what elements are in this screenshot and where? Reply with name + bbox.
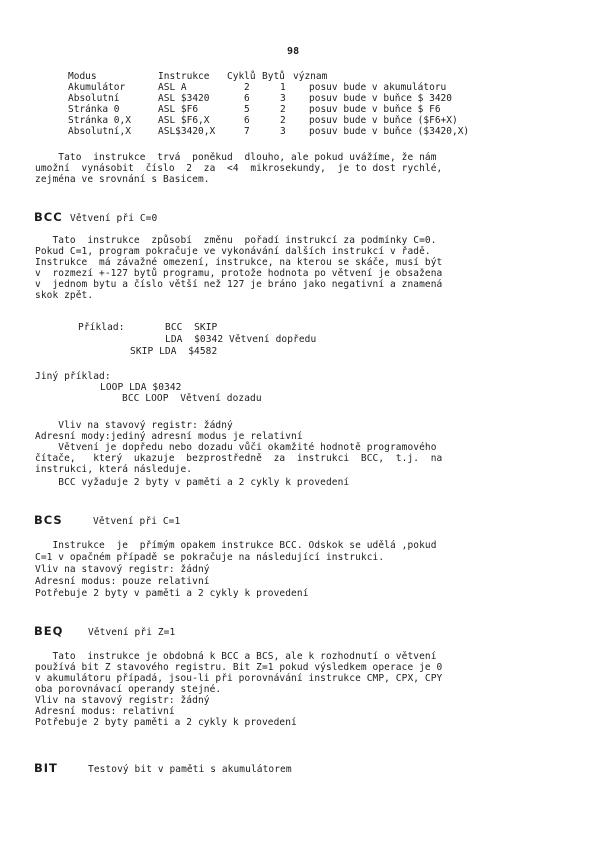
cell-cyklu: 6 xyxy=(244,93,250,104)
header-cyklu: Cyklů xyxy=(227,71,256,82)
bit-title: Testový bit v paměti s akumulátorem xyxy=(88,764,292,775)
text-line: instrukci, která následuje. xyxy=(35,464,193,475)
bit-mnemonic: BIT xyxy=(34,761,58,775)
cell-vyznam: posuv bude v akumulátoru xyxy=(309,82,447,93)
header-modus: Modus xyxy=(68,71,97,82)
text-line: Vliv na stavový registr: žádný xyxy=(35,420,233,431)
text-line: Instrukce má závažné omezení, instrukce, na kterou se skáče, musí být xyxy=(35,257,443,268)
text-line: Instrukce je přímým opakem instrukce BCC. Odskok se udělá ,pokud xyxy=(35,540,437,551)
text-line: Adresní modus: relativní xyxy=(35,706,175,717)
text-line: Větvení je dopředu nebo dozadu vůči okamžité hodnotě programového xyxy=(35,442,437,453)
cell-bytu: 2 xyxy=(280,104,286,115)
text-line: umožní vynásobit číslo 2 za <4 mikrosekundy, je to dost rychlé, xyxy=(35,163,443,174)
text-line: čítače, který ukazuje bezprostředně za instrukci BCC, t.j. na xyxy=(35,453,443,464)
example-label: Příklad: xyxy=(78,322,125,333)
cell-cyklu: 6 xyxy=(244,115,250,126)
cell-instrukce: ASL $F6 xyxy=(158,104,199,115)
beq-mnemonic: BEQ xyxy=(34,624,64,638)
text-line: Tato instrukce způsobí změnu pořadí instrukcí za podmínky C=0. xyxy=(35,235,437,246)
cell-instrukce: ASL $F6,X xyxy=(158,115,210,126)
text-line: Vliv na stavový registr: žádný xyxy=(35,695,210,706)
page-number: 98 xyxy=(287,46,300,57)
header-instrukce: Instrukce xyxy=(158,71,210,82)
header-vyznam: význam xyxy=(293,71,328,82)
text-line: Tato instrukce je obdobná k BCC a BCS, ale k rozhodnutí o větvení xyxy=(35,651,437,662)
code-line: LOOP LDA $0342 xyxy=(100,382,182,393)
text-line: v jednom bytu a číslo větší než 127 je bráno jako negativní a znamená xyxy=(35,279,443,290)
text-line: Vliv na stavový registr: žádný xyxy=(35,564,210,575)
header-bytu: Bytů xyxy=(262,71,285,82)
code-line: LDA $0342 Větvení dopředu xyxy=(165,334,317,345)
text-line: Potřebuje 2 byty v paměti a 2 cykly k provedení xyxy=(35,588,309,599)
text-line: skok zpět. xyxy=(35,290,94,301)
cell-instrukce: ASL $3420 xyxy=(158,93,210,104)
bcc-mnemonic: BCC xyxy=(34,210,63,224)
code-line: BCC LOOP Větvení dozadu xyxy=(122,393,262,404)
bcs-mnemonic: BCS xyxy=(34,513,63,527)
cell-cyklu: 7 xyxy=(244,126,250,137)
cell-modus: Absolutní xyxy=(68,93,120,104)
cell-instrukce: ASL$3420,X xyxy=(158,126,216,137)
text-line: BCC vyžaduje 2 byty v paměti a 2 cykly k provedení xyxy=(35,477,350,488)
text-line: Adresní modus: pouze relativní xyxy=(35,576,210,587)
cell-bytu: 3 xyxy=(280,126,286,137)
cell-modus: Absolutní,X xyxy=(68,126,131,137)
cell-bytu: 1 xyxy=(280,82,286,93)
text-line: Tato instrukce trvá poněkud dlouho, ale pokud uvážíme, že nám xyxy=(35,152,437,163)
cell-modus: Akumulátor xyxy=(68,82,126,93)
cell-bytu: 2 xyxy=(280,115,286,126)
cell-modus: Stránka 0,X xyxy=(68,115,131,126)
beq-title: Větvení při Z=1 xyxy=(88,627,176,638)
example-label: Jiný příklad: xyxy=(35,371,111,382)
cell-cyklu: 2 xyxy=(244,82,250,93)
code-line: SKIP LDA $4582 xyxy=(130,346,218,357)
text-line: zejména ve srovnání s Basicem. xyxy=(35,174,210,185)
code-line: BCC SKIP xyxy=(165,322,218,333)
cell-modus: Stránka 0 xyxy=(68,104,120,115)
cell-cyklu: 5 xyxy=(244,104,250,115)
cell-vyznam: posuv bude v buňce $ 3420 xyxy=(309,93,452,104)
text-line: oba porovnávací operandy stejné. xyxy=(35,684,222,695)
bcc-title: Větvení při C=0 xyxy=(70,213,158,224)
cell-vyznam: posuv bude v buňce ($3420,X) xyxy=(309,126,470,137)
text-line: C=1 v opačném případě se pokračuje na následující instrukci. xyxy=(35,552,385,563)
text-line: Pokud C=1, program pokračuje ve vykonávání dalších instrukcí v řadě. xyxy=(35,246,431,257)
text-line: v akumulátoru případá, jsou-li při porovnávání instrukce CMP, CPX, CPY xyxy=(35,673,443,684)
text-line: Adresní mody:jediný adresní modus je relativní xyxy=(35,431,303,442)
bcs-title: Větvení při C=1 xyxy=(93,516,181,527)
cell-instrukce: ASL A xyxy=(158,82,187,93)
text-line: v rozmezí +-127 bytů programu, protože hodnota po větvení je obsažena xyxy=(35,268,443,279)
text-line: Potřebuje 2 byty paměti a 2 cykly k provedení xyxy=(35,717,297,728)
cell-vyznam: posuv bude v buňce ($F6+X) xyxy=(309,115,458,126)
cell-vyznam: posuv bude v buňce $ F6 xyxy=(309,104,441,115)
text-line: používá bit Z stavového registru. Bit Z=1 pokud výsledkem operace je 0 xyxy=(35,662,443,673)
cell-bytu: 3 xyxy=(280,93,286,104)
